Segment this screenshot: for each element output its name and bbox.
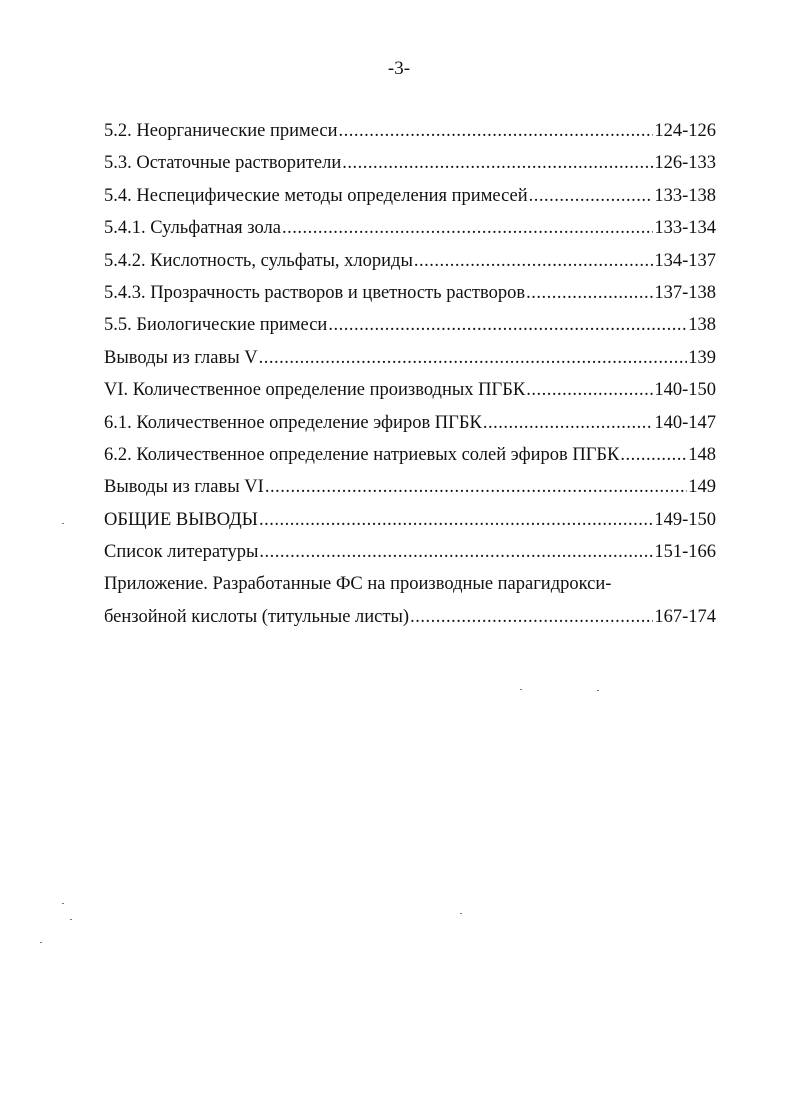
scan-speck <box>62 523 64 524</box>
toc-entry-title: Выводы из главы VI <box>104 477 264 498</box>
toc-entry-pages: 149-150 <box>654 509 716 530</box>
toc-dot-leader <box>529 186 654 207</box>
toc-appendix-line1: Приложение. Разработанные ФС на производные парагидрокси- <box>104 574 612 595</box>
toc-entry <box>104 445 716 477</box>
toc-entry <box>104 348 716 380</box>
toc-entry <box>104 121 716 153</box>
toc-entry-pages: 126-133 <box>654 153 716 174</box>
toc-entry-title: 5.5. Биологические примеси <box>104 315 328 336</box>
toc-entry-pages: 140-147 <box>654 412 716 433</box>
toc-dot-leader <box>342 153 653 174</box>
toc-dot-leader <box>339 121 654 142</box>
toc-entry-title: Список литературы <box>104 542 259 563</box>
toc-dot-leader <box>265 477 687 498</box>
toc-entry <box>104 186 716 218</box>
toc-entry <box>104 283 716 315</box>
toc-entry-pages: 138 <box>688 315 716 336</box>
toc-entry-pages: 137-138 <box>654 282 716 303</box>
table-of-contents <box>104 121 716 639</box>
toc-entry <box>104 477 716 509</box>
scan-speck <box>520 689 522 690</box>
scan-speck <box>70 919 72 920</box>
toc-dot-leader <box>259 348 688 369</box>
toc-entry-pages: 133-138 <box>654 185 716 206</box>
toc-entry <box>104 542 716 574</box>
scan-speck <box>597 690 599 691</box>
toc-appendix-pages: 167-174 <box>654 606 716 627</box>
toc-dot-leader <box>259 510 653 531</box>
toc-entry <box>104 251 716 283</box>
toc-entry-pages: 139 <box>688 347 716 368</box>
toc-dot-leader <box>526 380 653 401</box>
toc-entry <box>104 315 716 347</box>
scan-speck <box>62 903 64 904</box>
toc-entry-title: 5.2. Неорганические примеси <box>104 121 338 141</box>
toc-entry-pages: 148 <box>688 444 716 465</box>
toc-entry-title: 6.1. Количественное определение эфиров ПГБК <box>104 412 482 433</box>
toc-entry-pages: 149 <box>688 477 716 498</box>
toc-dot-leader <box>414 251 653 272</box>
toc-appendix-line2: бензойной кислоты (титульные листы) <box>104 606 410 627</box>
toc-entry-title: ОБЩИЕ ВЫВОДЫ <box>104 509 258 530</box>
scan-speck <box>40 942 42 943</box>
scan-speck <box>460 913 462 914</box>
toc-entry-pages: 140-150 <box>654 380 716 401</box>
toc-entry-title: 6.2. Количественное определение натриевых солей эфиров ПГБК <box>104 444 620 465</box>
toc-dot-leader <box>328 315 687 336</box>
toc-dot-leader <box>620 445 687 466</box>
toc-entry-pages: 151-166 <box>654 542 716 563</box>
toc-entry-pages: 124-126 <box>654 121 716 141</box>
toc-entry-title: Выводы из главы V <box>104 347 258 368</box>
toc-dot-leader <box>282 218 653 239</box>
page-number: -3- <box>387 58 411 79</box>
toc-entry-title: VI. Количественное определение производных ПГБК <box>104 380 526 401</box>
toc-entry <box>104 380 716 412</box>
toc-entry-title: 5.4.2. Кислотность, сульфаты, хлориды <box>104 250 413 271</box>
toc-entry <box>104 413 716 445</box>
toc-entry <box>104 510 716 542</box>
toc-entry-pages: 133-134 <box>654 218 716 239</box>
toc-dot-leader <box>526 283 653 304</box>
toc-entry <box>104 153 716 185</box>
toc-dot-leader <box>410 607 653 628</box>
toc-dot-leader <box>483 413 654 434</box>
toc-entry <box>104 218 716 250</box>
toc-entry-pages: 134-137 <box>654 250 716 271</box>
toc-entry-title: 5.4.1. Сульфатная зола <box>104 218 281 239</box>
toc-entry-title: 5.4. Неспецифические методы определения примесей <box>104 185 528 206</box>
toc-entry <box>104 607 716 639</box>
toc-entry-title: 5.4.3. Прозрачность растворов и цветность растворов <box>104 282 526 303</box>
toc-entry-title: 5.3. Остаточные растворители <box>104 153 342 174</box>
toc-dot-leader <box>259 542 653 563</box>
